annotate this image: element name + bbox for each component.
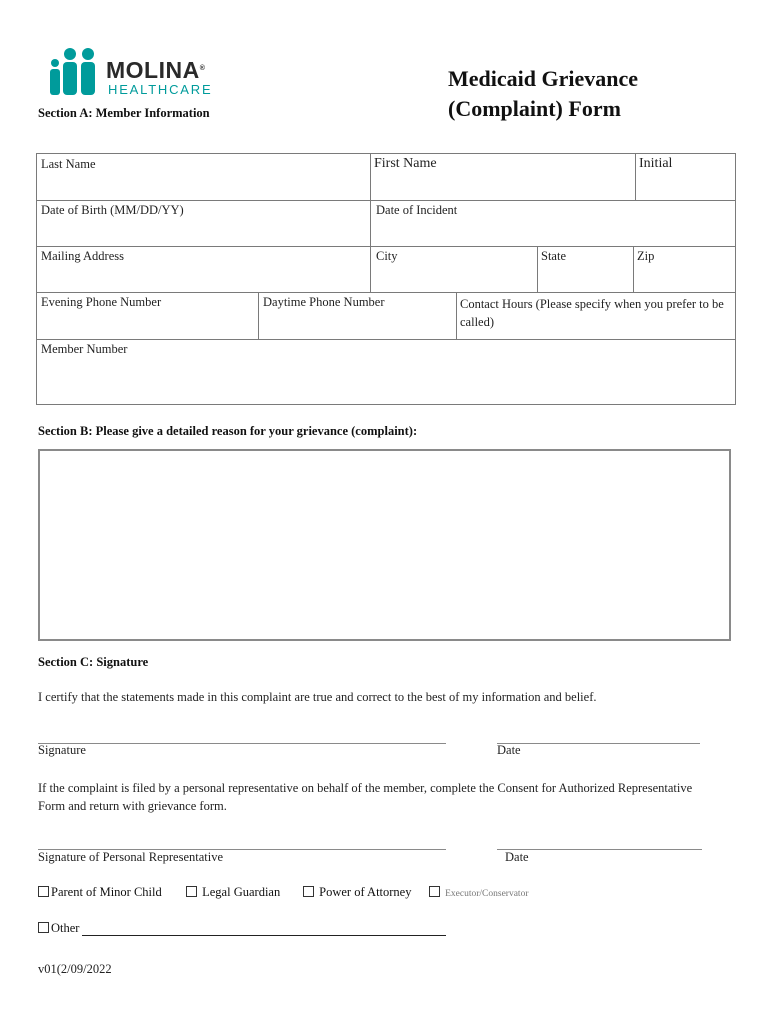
member-info-table [36,153,736,405]
member-number-field[interactable]: Member Number [41,342,128,356]
other-specify-line[interactable] [82,935,446,936]
dob-field[interactable]: Date of Birth (MM/DD/YY) [41,203,184,217]
last-name-field[interactable]: Last Name [41,157,96,171]
form-title: Medicaid Grievance (Complaint) Form [448,66,639,121]
option-executor[interactable] [429,885,529,900]
grievance-reason-textarea[interactable] [38,449,731,641]
form-version: v01(2/09/2022 [38,962,112,976]
initial-field[interactable]: Initial [639,156,673,171]
state-field[interactable]: State [541,249,566,263]
logo-subtitle: HEALTHCARE [108,82,213,97]
option-power-of-attorney[interactable] [303,885,411,900]
option-other-label: Other [51,921,80,935]
rep-date-label: Date [505,850,529,864]
incident-date-field[interactable]: Date of Incident [376,203,458,217]
daytime-phone-field[interactable]: Daytime Phone Number [263,295,385,309]
section-a-title: Section A: Member Information [38,106,210,120]
rep-signature-label: Signature of Personal Representative [38,850,224,864]
city-field[interactable]: City [376,249,398,263]
checkbox-icon[interactable] [38,922,49,933]
checkbox-icon[interactable] [303,886,314,897]
option-guardian-label: Legal Guardian [202,885,281,899]
representative-note: If the complaint is filed by a personal representative on behalf of the member, complete the Consent for Authorized Representative Form and return with grievance form. [38,781,693,813]
first-name-field[interactable]: First Name [374,156,437,171]
option-other[interactable] [38,921,79,936]
checkbox-icon[interactable] [38,886,49,897]
checkbox-icon[interactable] [186,886,197,897]
section-c-title: Section C: Signature [38,655,149,669]
people-logo-icon [46,45,102,97]
section-b-title: Section B: Please give a detailed reason for your grievance (complaint): [38,424,418,438]
molina-logo [46,45,226,101]
signature-line[interactable] [38,743,446,744]
option-executor-label: Executor/Conservator [445,889,529,899]
date-line[interactable] [497,743,700,744]
contact-hours-field[interactable]: Contact Hours (Please specify when you prefer to be called) [460,297,724,329]
checkbox-icon[interactable] [429,886,440,897]
zip-field[interactable]: Zip [637,249,655,263]
signature-label: Signature [38,743,86,757]
logo-name: MOLINA® [106,57,206,83]
date-label: Date [497,743,521,757]
option-parent[interactable] [38,885,162,900]
option-poa-label: Power of Attorney [319,885,412,899]
option-parent-label: Parent of Minor Child [51,885,162,899]
mailing-address-field[interactable]: Mailing Address [41,249,124,263]
evening-phone-field[interactable]: Evening Phone Number [41,295,162,309]
option-guardian[interactable] [186,885,280,900]
certify-statement: I certify that the statements made in this complaint are true and correct to the best of my information and belief. [38,690,597,704]
